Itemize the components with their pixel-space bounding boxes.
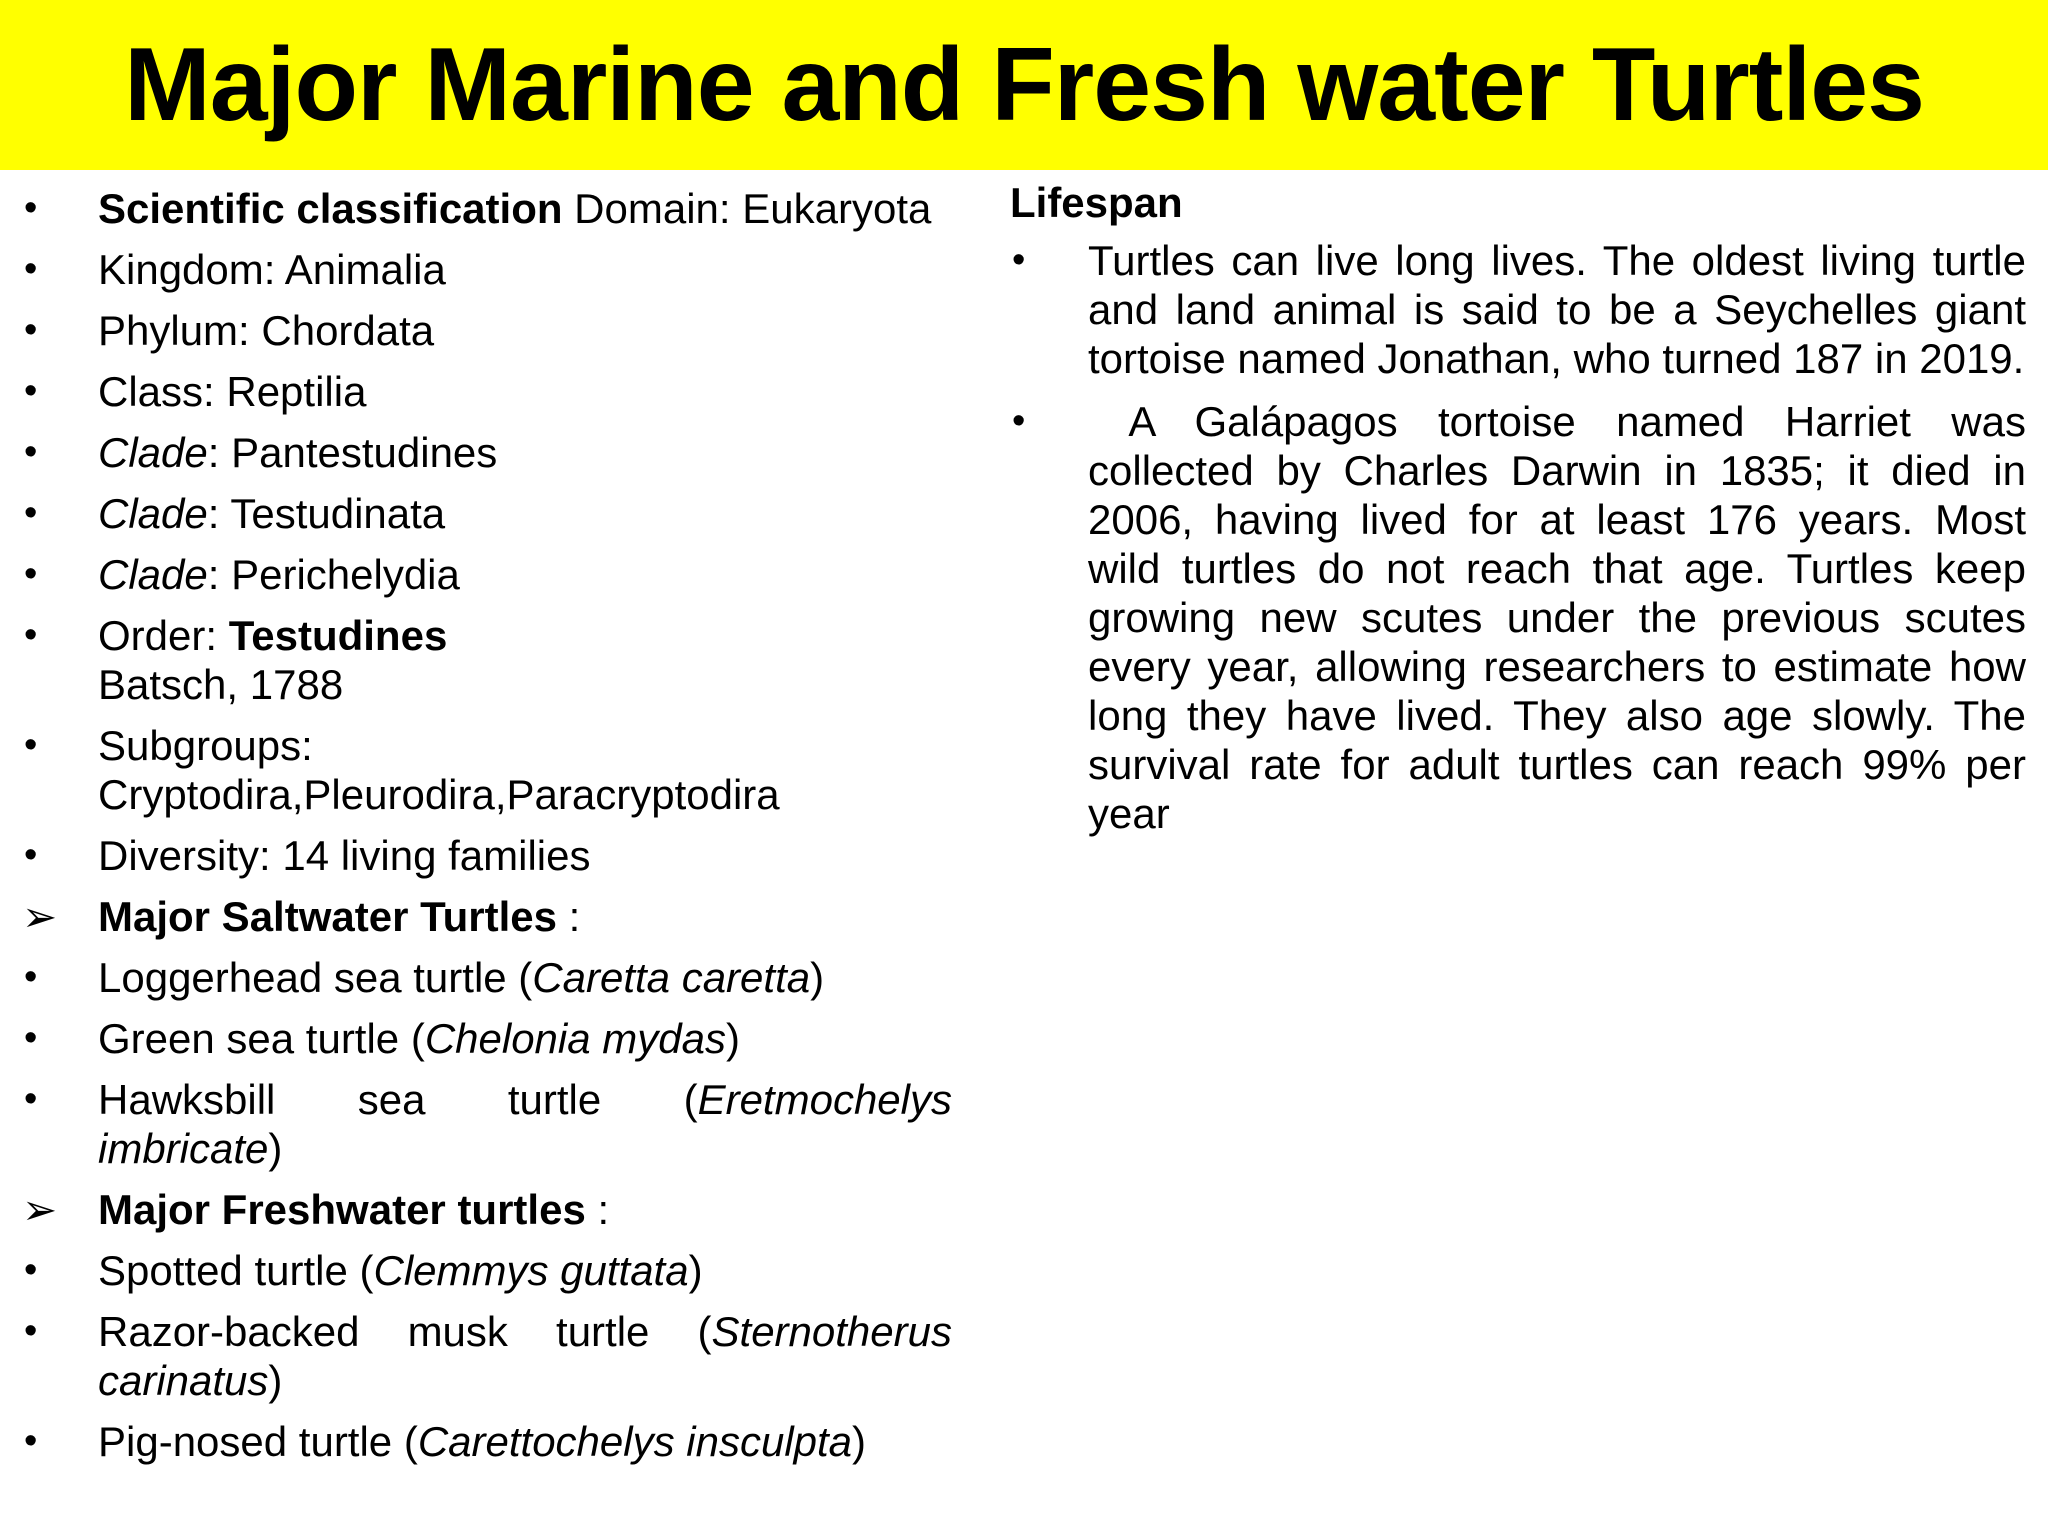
list-item-subgroups bbox=[22, 721, 952, 819]
close-paren: ) bbox=[688, 1247, 703, 1294]
list-item-clade bbox=[22, 489, 952, 538]
list-item-kingdom bbox=[22, 245, 952, 294]
classification-list bbox=[22, 184, 952, 1466]
saltwater-heading bbox=[22, 892, 952, 941]
kingdom-text: Kingdom: Animalia bbox=[98, 246, 446, 293]
close-paren: ) bbox=[810, 954, 825, 1001]
list-item-class bbox=[22, 367, 952, 416]
close-paren: ) bbox=[268, 1357, 283, 1404]
clade-value: : Pantestudines bbox=[207, 429, 498, 476]
list-item-clade bbox=[22, 550, 952, 599]
lifespan-list bbox=[1010, 236, 2038, 838]
scientific-name: Carettochelys insculpta bbox=[417, 1418, 853, 1465]
subgroups-label: Subgroups: bbox=[98, 722, 313, 769]
clade-label: Clade bbox=[98, 551, 208, 598]
arrow-icon: ➢ bbox=[22, 1186, 58, 1233]
bullet-icon: • bbox=[24, 1420, 38, 1462]
list-item-saltwater-turtle bbox=[22, 1014, 952, 1063]
list-item-clade bbox=[22, 428, 952, 477]
bullet-icon: • bbox=[24, 553, 38, 595]
bullet-icon: • bbox=[24, 1017, 38, 1059]
order-prefix: Order: bbox=[98, 612, 229, 659]
bullet-icon: • bbox=[24, 1078, 38, 1120]
freshwater-heading-suffix: : bbox=[585, 1186, 610, 1233]
lifespan-paragraph-text: Turtles can live long lives. The oldest living turtle and land animal is said to be a Seychelles giant tortoise named Jonathan, who turned 187 in 2019. bbox=[1088, 237, 2026, 382]
bullet-icon: • bbox=[24, 1249, 38, 1291]
bullet-icon: • bbox=[24, 956, 38, 998]
list-item-saltwater-turtle bbox=[22, 1075, 952, 1173]
bullet-icon: • bbox=[24, 309, 38, 351]
subgroups-value: Cryptodira,Pleurodira,Paracryptodira bbox=[98, 771, 780, 818]
scientific-name: Eretmochelys imbricate bbox=[98, 1076, 952, 1172]
lifespan-paragraph bbox=[1010, 236, 2026, 383]
bullet-icon: • bbox=[24, 834, 38, 876]
arrow-icon: ➢ bbox=[22, 893, 58, 940]
clade-value: : Perichelydia bbox=[207, 551, 460, 598]
common-name: Hawksbill sea turtle ( bbox=[98, 1076, 698, 1123]
lifespan-paragraph-text: A Galápagos tortoise named Harriet was collected by Charles Darwin in 1835; it died in 2006, having lived for at least 176 years. Most wild turtles do not reach that age. Turtles keep growing new scutes under the previous scutes every year, allowing researchers to estimate how long they have lived. They also age slowly. The survival rate for adult turtles can reach 99% per year bbox=[1088, 398, 2038, 837]
list-item-saltwater-turtle bbox=[22, 953, 952, 1002]
domain-text: Domain: Eukaryota bbox=[562, 185, 932, 232]
bullet-icon: • bbox=[24, 187, 38, 229]
list-item-freshwater-turtle bbox=[22, 1307, 952, 1405]
phylum-text: Phylum: Chordata bbox=[98, 307, 435, 354]
bullet-icon: • bbox=[24, 1310, 38, 1352]
lifespan-column bbox=[1010, 178, 2038, 852]
bullet-icon: • bbox=[24, 248, 38, 290]
list-item-classification bbox=[22, 184, 952, 233]
page-title: Major Marine and Fresh water Turtles bbox=[124, 27, 1924, 143]
class-text: Class: Reptilia bbox=[98, 368, 367, 415]
lifespan-paragraph bbox=[1010, 397, 2038, 838]
lifespan-heading: Lifespan bbox=[1010, 179, 1183, 226]
common-name: Pig-nosed turtle ( bbox=[98, 1418, 418, 1465]
bullet-icon: • bbox=[1012, 400, 1026, 442]
bullet-icon: • bbox=[24, 614, 38, 656]
bullet-icon: • bbox=[24, 492, 38, 534]
freshwater-heading-text: Major Freshwater turtles bbox=[98, 1186, 586, 1233]
saltwater-heading-suffix: : bbox=[557, 893, 581, 940]
common-name: Spotted turtle ( bbox=[98, 1247, 374, 1294]
list-item-freshwater-turtle bbox=[22, 1417, 952, 1466]
common-name: Loggerhead sea turtle ( bbox=[98, 954, 533, 1001]
close-paren: ) bbox=[852, 1418, 867, 1465]
close-paren: ) bbox=[268, 1125, 283, 1172]
close-paren: ) bbox=[725, 1015, 740, 1062]
freshwater-heading bbox=[22, 1185, 952, 1234]
list-item-order bbox=[22, 611, 952, 709]
list-item-freshwater-turtle bbox=[22, 1246, 952, 1295]
order-name: Testudines bbox=[228, 612, 448, 659]
scientific-name: Caretta caretta bbox=[532, 954, 811, 1001]
bullet-icon: • bbox=[24, 724, 38, 766]
bullet-icon: • bbox=[1012, 239, 1026, 281]
saltwater-heading-text: Major Saltwater Turtles bbox=[98, 893, 558, 940]
classification-column bbox=[22, 184, 952, 1478]
common-name: Razor-backed musk turtle ( bbox=[98, 1308, 712, 1355]
scientific-name: Chelonia mydas bbox=[424, 1015, 726, 1062]
diversity-text: Diversity: 14 living families bbox=[98, 832, 591, 879]
bullet-icon: • bbox=[24, 370, 38, 412]
clade-label: Clade bbox=[98, 429, 208, 476]
clade-label: Clade bbox=[98, 490, 208, 537]
order-authority: Batsch, 1788 bbox=[98, 661, 344, 708]
scientific-name: Sternotherus carinatus bbox=[98, 1308, 952, 1404]
common-name: Green sea turtle ( bbox=[98, 1015, 425, 1062]
clade-value: : Testudinata bbox=[207, 490, 446, 537]
list-item-phylum bbox=[22, 306, 952, 355]
bullet-icon: • bbox=[24, 431, 38, 473]
list-item-diversity bbox=[22, 831, 952, 880]
classification-label: Scientific classification bbox=[98, 185, 563, 232]
scientific-name: Clemmys guttata bbox=[373, 1247, 689, 1294]
